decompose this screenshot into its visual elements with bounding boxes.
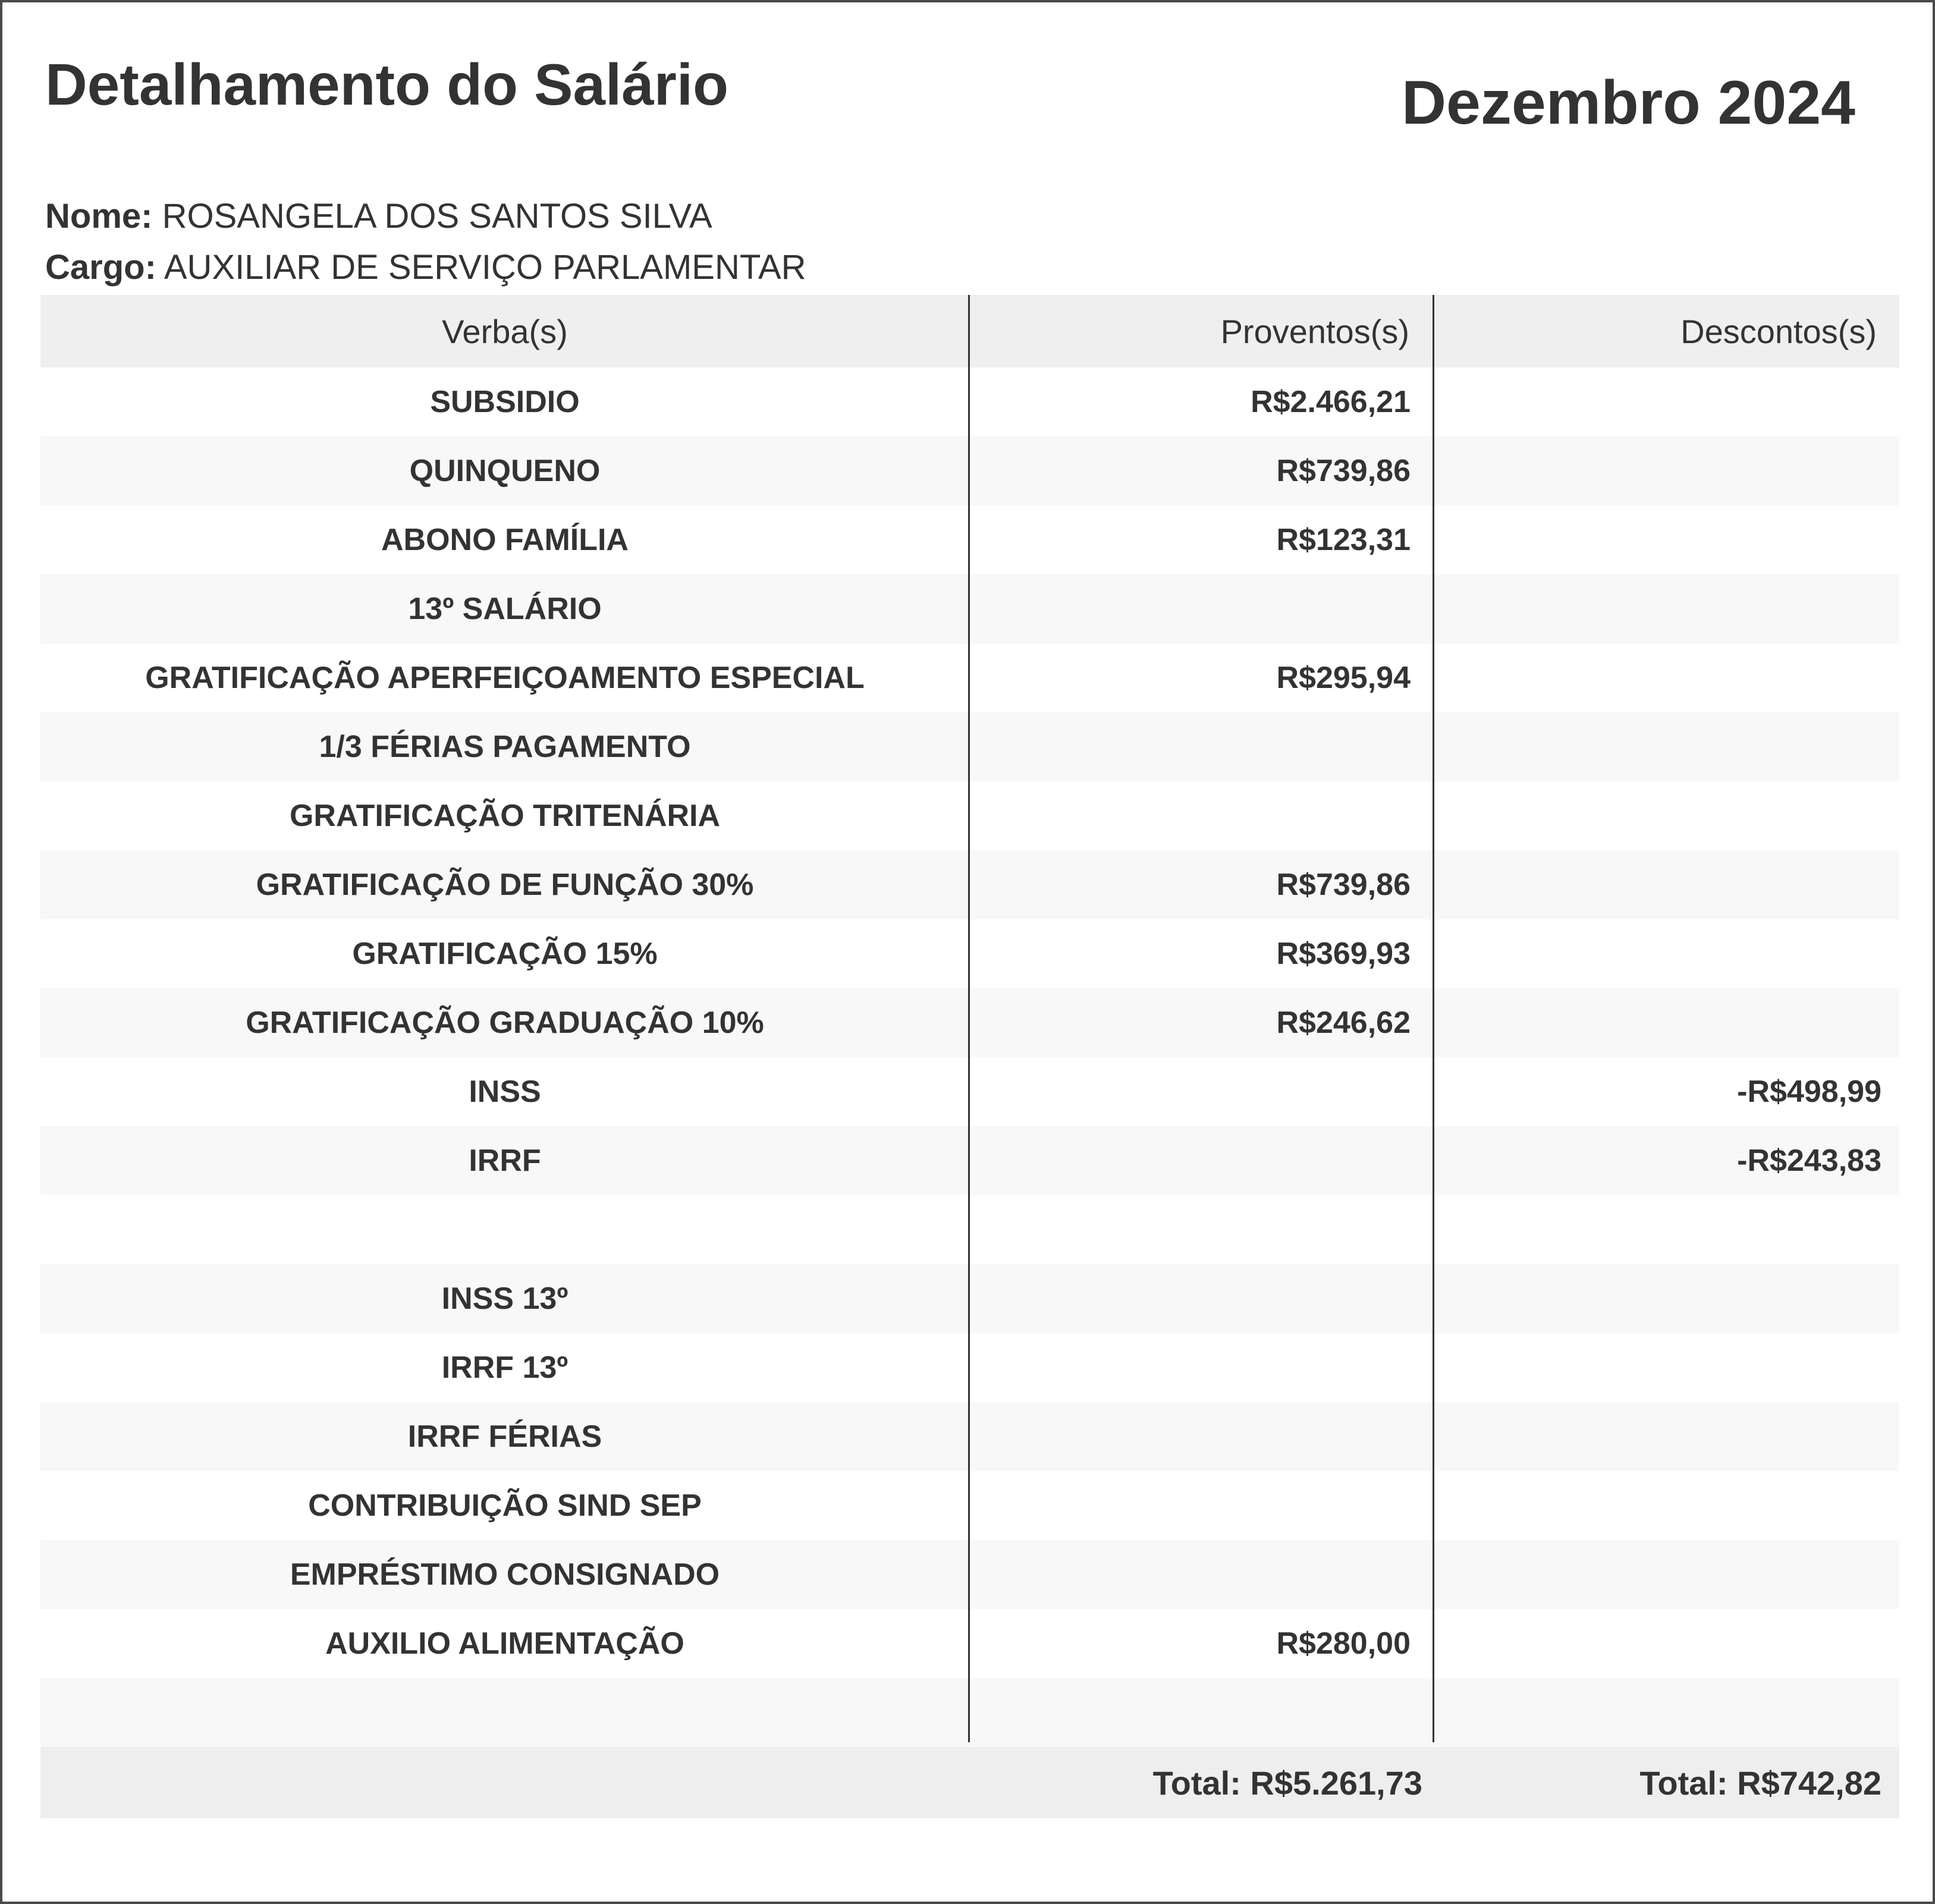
table-row [40,367,1899,436]
column-divider-proventos [968,295,970,1742]
table-row [40,1678,1899,1747]
table-row [40,850,1899,919]
total-proventos: Total: R$5.261,73 [1152,1764,1422,1802]
row-provento: R$369,93 [1276,937,1411,971]
employee-name-label: Nome: [45,197,153,235]
period-label: Dezembro 2024 [1401,68,1855,137]
row-verba: GRATIFICAÇÃO 15% [352,937,658,971]
column-header-descontos: Descontos(s) [1680,312,1877,350]
table-row [40,1609,1899,1678]
row-provento: R$123,31 [1276,523,1411,557]
row-verba: INSS [469,1074,541,1109]
employee-name-line [45,196,712,236]
column-divider-descontos [1433,295,1434,1742]
row-provento: R$246,62 [1276,1006,1411,1040]
row-desconto: -R$243,83 [1737,1143,1881,1178]
row-verba: SUBSIDIO [430,385,580,419]
table-row [40,505,1899,574]
employee-role-line [45,247,806,287]
table-row [40,1195,1899,1264]
row-verba: GRATIFICAÇÃO GRADUAÇÃO 10% [246,1006,764,1040]
table-row [40,574,1899,643]
row-verba: 1/3 FÉRIAS PAGAMENTO [319,730,691,764]
table-row [40,643,1899,712]
row-provento: R$739,86 [1276,454,1411,488]
column-header-verba: Verba(s) [442,312,568,350]
row-verba: GRATIFICAÇÃO APERFEIÇOAMENTO ESPECIAL [145,661,865,695]
table-row [40,1264,1899,1333]
row-verba: CONTRIBUIÇÃO SIND SEP [308,1488,702,1523]
row-desconto: -R$498,99 [1737,1074,1881,1109]
table-row [40,1126,1899,1195]
row-provento: R$2.466,21 [1251,385,1411,419]
row-verba: GRATIFICAÇÃO DE FUNÇÃO 30% [256,868,754,902]
row-verba: IRRF [469,1143,541,1178]
table-row [40,1540,1899,1609]
row-verba: EMPRÉSTIMO CONSIGNADO [290,1557,720,1592]
totals-row [40,1747,1899,1818]
salary-table [40,295,1899,1818]
table-row [40,1057,1899,1126]
table-header-row [40,295,1899,367]
table-row [40,712,1899,781]
table-row [40,436,1899,505]
column-header-proventos: Proventos(s) [1220,312,1409,350]
row-verba: GRATIFICAÇÃO TRITENÁRIA [289,799,721,833]
row-verba: AUXILIO ALIMENTAÇÃO [325,1626,684,1661]
table-row [40,781,1899,850]
page-title: Detalhamento do Salário [45,52,729,117]
employee-name-value: ROSANGELA DOS SANTOS SILVA [162,197,712,235]
table-row [40,1333,1899,1402]
table-row [40,1471,1899,1540]
row-verba: IRRF FÉRIAS [407,1419,602,1454]
employee-role-label: Cargo: [45,248,156,287]
row-verba: ABONO FAMÍLIA [381,523,629,557]
employee-role-value: AUXILIAR DE SERVIÇO PARLAMENTAR [164,248,806,287]
row-verba: INSS 13º [441,1281,568,1316]
row-provento: R$280,00 [1276,1626,1411,1661]
table-row [40,919,1899,988]
row-provento: R$739,86 [1276,868,1411,902]
row-verba: 13º SALÁRIO [408,592,602,626]
row-verba: IRRF 13º [441,1350,568,1385]
row-verba: QUINQUENO [409,454,601,488]
table-row [40,988,1899,1057]
table-row [40,1402,1899,1471]
total-descontos: Total: R$742,82 [1639,1764,1881,1802]
row-provento: R$295,94 [1276,661,1411,695]
